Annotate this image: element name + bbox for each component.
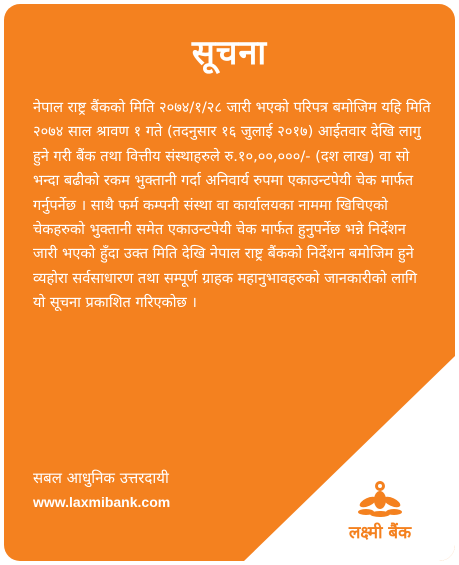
bank-tagline: सबल आधुनिक उत्तरदायी <box>33 469 169 487</box>
website-link[interactable]: www.laxmibank.com <box>33 494 171 510</box>
notice-title: सूचना <box>191 33 268 73</box>
lotus-deity-icon <box>358 476 402 518</box>
notice-card <box>4 4 455 561</box>
notice-body: नेपाल राष्ट्र बैंकको मिति २०७४/१/२८ जारी भएको परिपत्र बमोजिम यहि मिति २०७४ साल श्रावण १ गते (तदनुसार १६ जुलाई २०१७) आईतवार देखि लागु हुने गरी बैंक तथा वित्तीय संस्थाहरुले रु.१०,००,०००/- (दश लाख) वा सो भन्दा बढीको रकम भुक्तानी गर्दा अनिवार्य रुपमा एकाउन्टपेयी चेक मार्फत गर्नुपर्नेछ । साथै फर्म कम्पनी संस्था वा कार्यालयका नाममा खिचिएको चेकहरुको भुक्तानी समेत एकाउन्टपेयी चेक मार्फत हुनुपर्नेछ भन्ने निर्देशन जारी भएको हुँदा उक्त मिति देखि नेपाल राष्ट्र बैंकको निर्देशन बमोजिम हुने व्यहोरा सर्वसाधारण तथा सम्पूर्ण ग्राहक महानुभावहरुको जानकारीको लागि यो सूचना प्रकाशित गरिएकोछ । <box>33 99 431 312</box>
bank-logo <box>330 476 430 556</box>
logo-text: लक्ष्मी बैंक <box>348 523 412 543</box>
